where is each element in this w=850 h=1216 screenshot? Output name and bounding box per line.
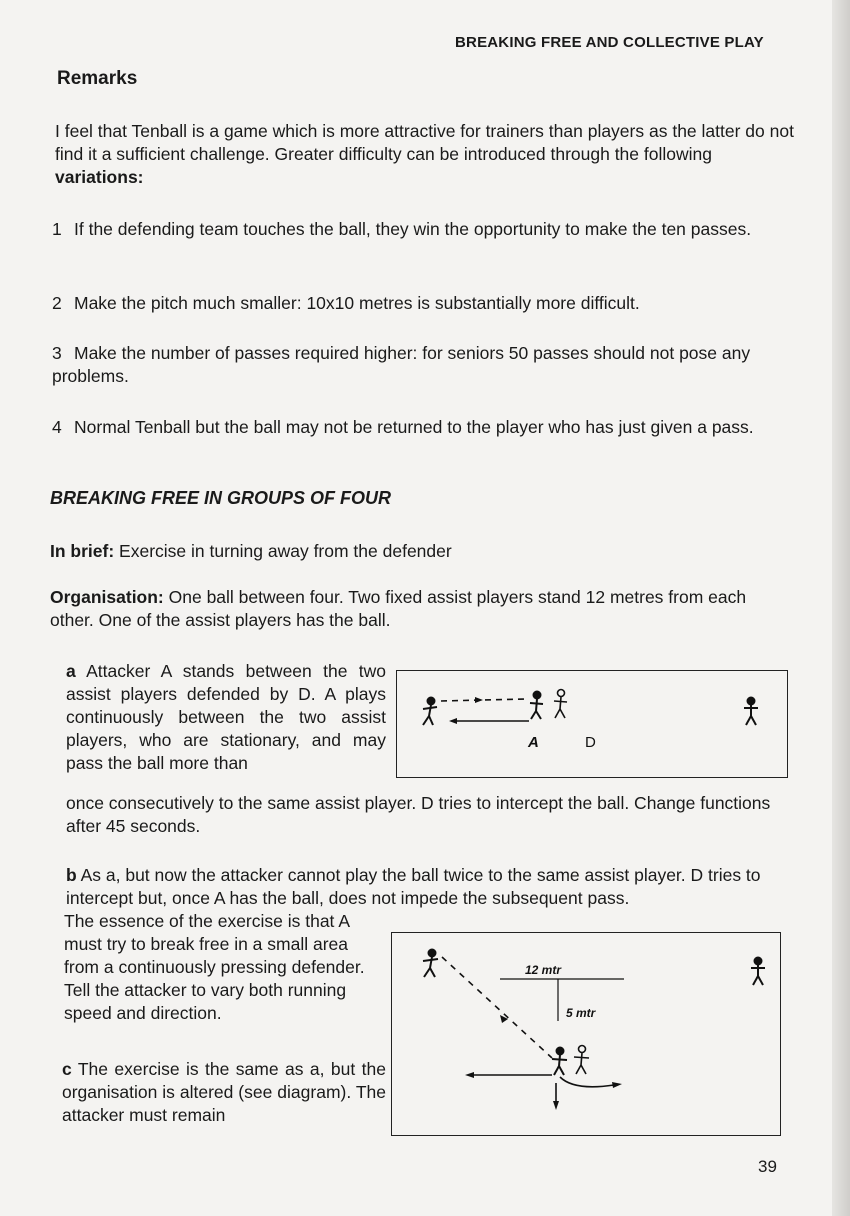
variation-1 [52,218,794,241]
exercise-a-text: Attacker A stands between the two assist players defended by D. A plays continuously between the two assist players, who are stationary, and may pass the ball more than [66,661,386,773]
label-a: A [528,734,539,751]
variation-text: Normal Tenball but the ball may not be returned to the player who has just given a pass. [74,417,754,437]
exercise-c-text: The exercise is the same as a, but the organisation is altered (see diagram). The attacker must remain [62,1059,386,1125]
label-5-mtr: 5 mtr [566,1006,596,1020]
variation-text: If the defending team touches the ball, they win the opportunity to make the ten passes. [74,219,752,239]
exercise-b-side: The essence of the exercise is that A must try to break free in a small area from a continuously pressing defender. Tell the attacker to vary both running speed and direction. [64,911,365,1023]
diagram-a-svg [397,671,787,777]
variation-text: Make the number of passes required higher: for seniors 50 passes should not pose any problems. [52,343,751,386]
variation-number: 3 [52,343,62,363]
variation-number: 2 [52,293,62,313]
exercise-c-side [62,1058,386,1127]
exercise-c-label: c [62,1059,72,1079]
organisation-text: One ball between four. Two fixed assist players stand 12 metres from each other. One of the assist players has the ball. [50,587,747,630]
section-title: BREAKING FREE IN GROUPS OF FOUR [50,488,392,508]
in-brief [50,540,790,563]
page-edge [832,0,850,1216]
in-brief-text: Exercise in turning away from the defender [114,541,452,561]
variation-number: 1 [52,219,62,239]
attacker-figure [552,1048,567,1076]
exercise-b-text: As a, but now the attacker cannot play the ball twice to the same assist player. D tries to intercept but, once A has the ball, does not impede the subsequent pass. [66,865,761,908]
exercise-b-label: b [66,865,77,885]
remarks-heading: Remarks [57,68,138,89]
variation-text: Make the pitch much smaller: 10x10 metres is substantially more difficult. [74,293,640,313]
in-brief-label: In brief: [50,541,115,561]
variation-number: 4 [52,417,62,437]
remarks-intro [55,120,795,189]
defender-figure [554,690,567,719]
variation-4 [52,416,794,439]
exercise-a-label: a [66,661,76,681]
assist-player-right [751,958,765,986]
assist-player-left [423,698,437,726]
defender-figure [574,1046,589,1075]
pass-arrow [441,699,527,701]
attacker-figure [530,692,543,720]
variation-3 [52,342,794,388]
label-12-mtr: 12 mtr [525,963,562,977]
diagram-c-svg [392,933,780,1135]
organisation [50,586,792,632]
diagram-exercise-c [391,932,781,1136]
assist-player-left [423,950,438,978]
exercise-a-side [66,660,386,775]
run-curve-arrow [560,1077,614,1087]
label-d: D [585,734,596,751]
page-number: 39 [758,1157,777,1176]
diagram-exercise-a [396,670,788,778]
remarks-intro-text: I feel that Tenball is a game which is more attractive for trainers than players as the latter do not find it a sufficient challenge. Greater difficulty can be introduced through the following [55,121,794,164]
organisation-label: Organisation: [50,587,164,607]
variation-2 [52,292,794,315]
exercise-a-full: once consecutively to the same assist player. D tries to intercept the ball. Change functions after 45 seconds. [66,793,771,836]
assist-player-right [744,698,758,726]
exercise-b-full [66,864,790,910]
remarks-intro-bold: variations: [55,167,144,187]
running-header: BREAKING FREE AND COLLECTIVE PLAY [455,34,764,51]
